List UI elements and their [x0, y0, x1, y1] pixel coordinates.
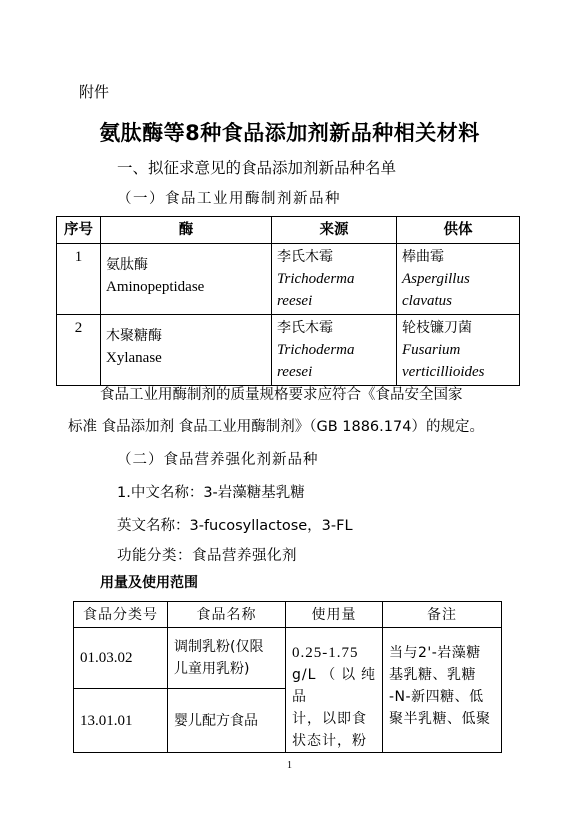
- regulation-note-line2: 标准 食品添加剂 食品工业用酶制剂》（GB 1886.174）的规定。: [68, 419, 484, 435]
- attachment-label: 附件: [79, 83, 110, 101]
- donor-latin: Aspergillus: [402, 271, 470, 287]
- section1-subheading: （一）食品工业用酶制剂新品种: [117, 191, 341, 207]
- table-row: [57, 244, 520, 315]
- remark-line: -N-新四糖、低: [389, 689, 484, 705]
- usage-line: 0.25-1.75: [292, 645, 359, 661]
- food-name-line: 儿童用乳粉): [174, 661, 250, 678]
- enzyme-table-header: [57, 217, 520, 244]
- donor-latin: Fusarium: [402, 342, 461, 358]
- header-cell: 使用量: [286, 602, 383, 628]
- row-number: 2: [57, 315, 101, 386]
- food-name-cell: [168, 628, 286, 689]
- chinese-name: 1.中文名称：3-岩藻糖基乳糖: [117, 485, 305, 501]
- enzyme-en: Xylanase: [106, 350, 162, 366]
- usage-amount-cell: [286, 628, 383, 753]
- header-cell: 食品分类号: [74, 602, 168, 628]
- source-cn: 李氏木霉: [277, 249, 333, 265]
- donor-cell: [397, 244, 520, 315]
- donor-latin: clavatus: [402, 293, 452, 309]
- source-latin: Trichoderma: [277, 271, 355, 287]
- row-number: 1: [57, 244, 101, 315]
- header-cell: 酶: [101, 217, 272, 244]
- source-latin: reesei: [277, 364, 313, 380]
- donor-latin: verticillioides: [402, 364, 485, 380]
- food-code-cell: 13.01.01: [74, 689, 168, 753]
- usage-line: g/L（以纯品: [292, 667, 376, 705]
- table-row: [74, 628, 502, 689]
- section1-heading: 一、拟征求意见的食品添加剂新品种名单: [117, 159, 397, 177]
- header-cell: 序号: [57, 217, 101, 244]
- table-row: [57, 315, 520, 386]
- section2-subheading: （二）食品营养强化剂新品种: [117, 452, 319, 468]
- usage-table-header: [74, 602, 502, 628]
- enzyme-en: Aminopeptidase: [106, 279, 205, 295]
- header-cell: 供体: [397, 217, 520, 244]
- enzyme-table: [56, 216, 520, 386]
- remark-line: 基乳糖、乳糖: [389, 667, 476, 683]
- food-name-cell: [168, 689, 286, 753]
- enzyme-cell: [101, 244, 272, 315]
- source-latin: reesei: [277, 293, 313, 309]
- source-latin: Trichoderma: [277, 342, 355, 358]
- donor-cn: 棒曲霉: [402, 249, 444, 265]
- donor-cell: [397, 315, 520, 386]
- usage-heading: 用量及使用范围: [100, 575, 198, 591]
- usage-line: 状态计，粉: [292, 733, 367, 749]
- enzyme-cell: [101, 315, 272, 386]
- usage-table: [73, 601, 502, 753]
- page-number: 1: [287, 760, 292, 771]
- food-name-line: 调制乳粉(仅限: [174, 639, 264, 656]
- remark-cell: [383, 628, 502, 753]
- source-cell: [272, 315, 397, 386]
- english-name: 英文名称：3-fucosyllactose，3-FL: [117, 518, 353, 534]
- header-cell: 食品名称: [168, 602, 286, 628]
- remark-line: 聚半乳糖、低聚: [389, 711, 491, 727]
- header-cell: 备注: [383, 602, 502, 628]
- usage-line: 计，以即食: [292, 711, 367, 727]
- food-code-cell: 01.03.02: [74, 628, 168, 689]
- source-cn: 李氏木霉: [277, 320, 333, 336]
- document-title: 氨肽酶等8种食品添加剂新品种相关材料: [99, 121, 480, 145]
- header-cell: 来源: [272, 217, 397, 244]
- enzyme-cn: 氨肽酶: [106, 257, 148, 273]
- source-cell: [272, 244, 397, 315]
- enzyme-cn: 木聚糖酶: [106, 328, 162, 344]
- function-category: 功能分类：食品营养强化剂: [117, 548, 297, 564]
- donor-cn: 轮枝镰刀菌: [402, 320, 472, 336]
- food-name-line: 婴儿配方食品: [174, 712, 258, 729]
- regulation-note-line1: 食品工业用酶制剂的质量规格要求应符合《食品安全国家: [100, 387, 463, 403]
- remark-line: 当与2'-岩藻糖: [389, 645, 481, 661]
